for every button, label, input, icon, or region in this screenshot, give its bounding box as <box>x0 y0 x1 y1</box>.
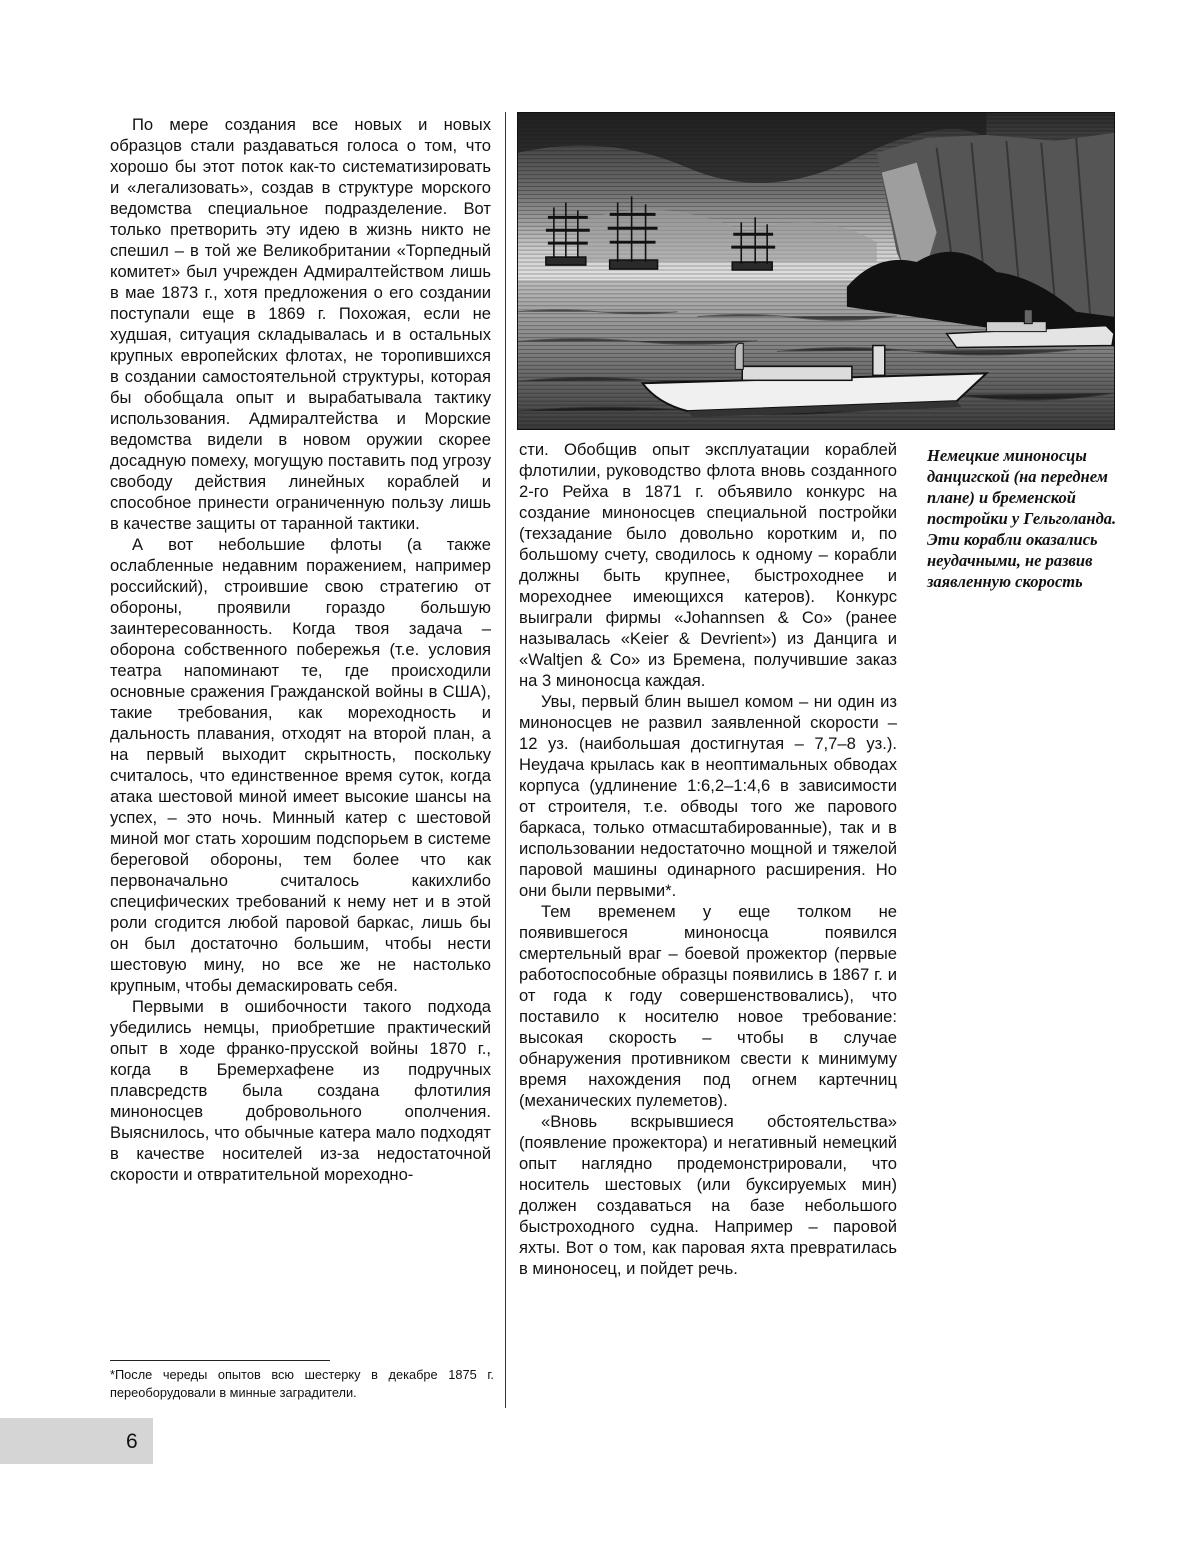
footnote-rule <box>110 1360 330 1361</box>
text-column-middle <box>519 439 897 1279</box>
footnote: *После череды опытов всю шестерку в декабре 1875 г. переоборудовали в минные заградители. <box>110 1367 494 1400</box>
paragraph: А вот небольшие флоты (а также ослабленные недавним поражением, например российский), строившие свою стратегию от обороны, проявили гораздо большую заинтересованность. Когда твоя задача – оборона собственного побережья (т.е. условия театра напоминают те, где происходили основные сражения Гражданской войны в США), такие требования, как мореходность и дальность плавания, отходят на второй план, а на первый выходит скрытность, поскольку считалось, что единственное время суток, когда атака шестовой миной имеет высокие шансы на успех, – это ночь. Минный катер с шестовой миной мог стать хорошим подспорьем в системе береговой обороны, тем более что как первоначально считалось какихлибо специфических требований к нему нет и в этой роли сгодится любой паровой баркас, лишь бы он был достаточно большим, чтобы нести шестовую мину, но все же не настолько крупным, чтобы демаскировать себя. <box>110 535 491 995</box>
paragraph: Увы, первый блин вышел комом – ни один из миноносцев не развил заявленной скорости – 12 уз. (наибольшая достигнутая – 7,7–8 уз.). Неудача крылась как в неоптимальных обводах корпуса (удлинение 1:6,2–1:4,6 в зависимости от строителя, т.е. обводы того же парового баркаса, только отмасштабированные), так и в использовании недостаточно мощной и тяжелой паровой машины одинарного расширения. Но они были первыми*. <box>519 692 897 900</box>
paragraph: «Вновь вскрывшиеся обстоятельства» (появление прожектора) и негативный немецкий опыт наглядно продемонстрировали, что носитель шестовых (или буксируемых мин) должен создаваться на базе небольшого быстроходного судна. Например – паровой яхты. Вот о том, как паровая яхта превратилась в миноносец, и пойдет речь. <box>519 1112 897 1278</box>
paragraph: сти. Обобщив опыт эксплуатации кораблей флотилии, руководство флота вновь созданного 2-го Рейха в 1871 г. объявило конкурс на создание миноносцев специальной постройки (техзадание было довольно коротким и, по большому счету, сводилось к одному – корабли должны быть крупнее, быстроходнее и мореходнее имеющихся катеров). Конкурс выиграли фирмы «Johannsen & Co» (ранее называлась «Keier & Devrient») из Данцига и «Waltjen & Co» из Бремена, получившие заказ на 3 миноносца каждая. <box>519 440 897 690</box>
torpedo-boats-engraving <box>518 113 1114 429</box>
figure-caption: Немецкие миноносцы данцигской (на переднем плане) и бременской постройки у Гельголанда. Эти корабли оказались неудачными, не развив заявленную скорость <box>927 446 1117 591</box>
engraving-illustration <box>517 112 1115 430</box>
text-column-left <box>110 114 491 1185</box>
page-number: 6 <box>126 1430 138 1453</box>
paragraph: По мере создания все новых и новых образцов стали раздаваться голоса о том, что хорошо бы этот поток как-то систематизировать и «легализовать», создав в структуре морского ведомства специальное подразделение. Вот только претворить эту идею в жизнь никто не спешил – в той же Великобритании «Торпедный комитет» был учрежден Адмиралтейством лишь в мае 1873 г., хотя предложения о его создании поступали еще в 1869 г. Похожая, если не худшая, ситуация складывалась и в остальных крупных европейских флотах, не торопившихся в создании самостоятельной структуры, которая бы обобщала опыт и вырабатывала тактику использования. Адмиралтейства и Морские ведомства видели в новом оружии скорее досадную помеху, могущую поставить под угрозу свободу действия линейных кораблей и способное принести ограниченную пользу лишь в качестве защиты от таранной тактики. <box>110 115 491 533</box>
column-divider <box>505 112 506 1408</box>
paragraph: Первыми в ошибочности такого подхода убедились немцы, приобретшие практический опыт в ходе франко-прусской войны 1870 г., когда в Бремерхафене из подручных плавсредств была создана флотилия миноносцев добровольного ополчения. Выяснилось, что обычные катера мало подходят в качестве носителей из-за недостаточной скорости и отвратительной мореходно- <box>110 997 491 1184</box>
paragraph: Тем временем у еще толком не появившегося миноносца появился смертельный враг – боевой прожектор (первые работоспособные образцы появились в 1867 г. и от года к году совершенствовались), что поставило к носителю новое требование: высокая скорость – чтобы в случае обнаружения противником свести к минимуму время нахождения под огнем картечниц (механических пулеметов). <box>519 902 897 1110</box>
